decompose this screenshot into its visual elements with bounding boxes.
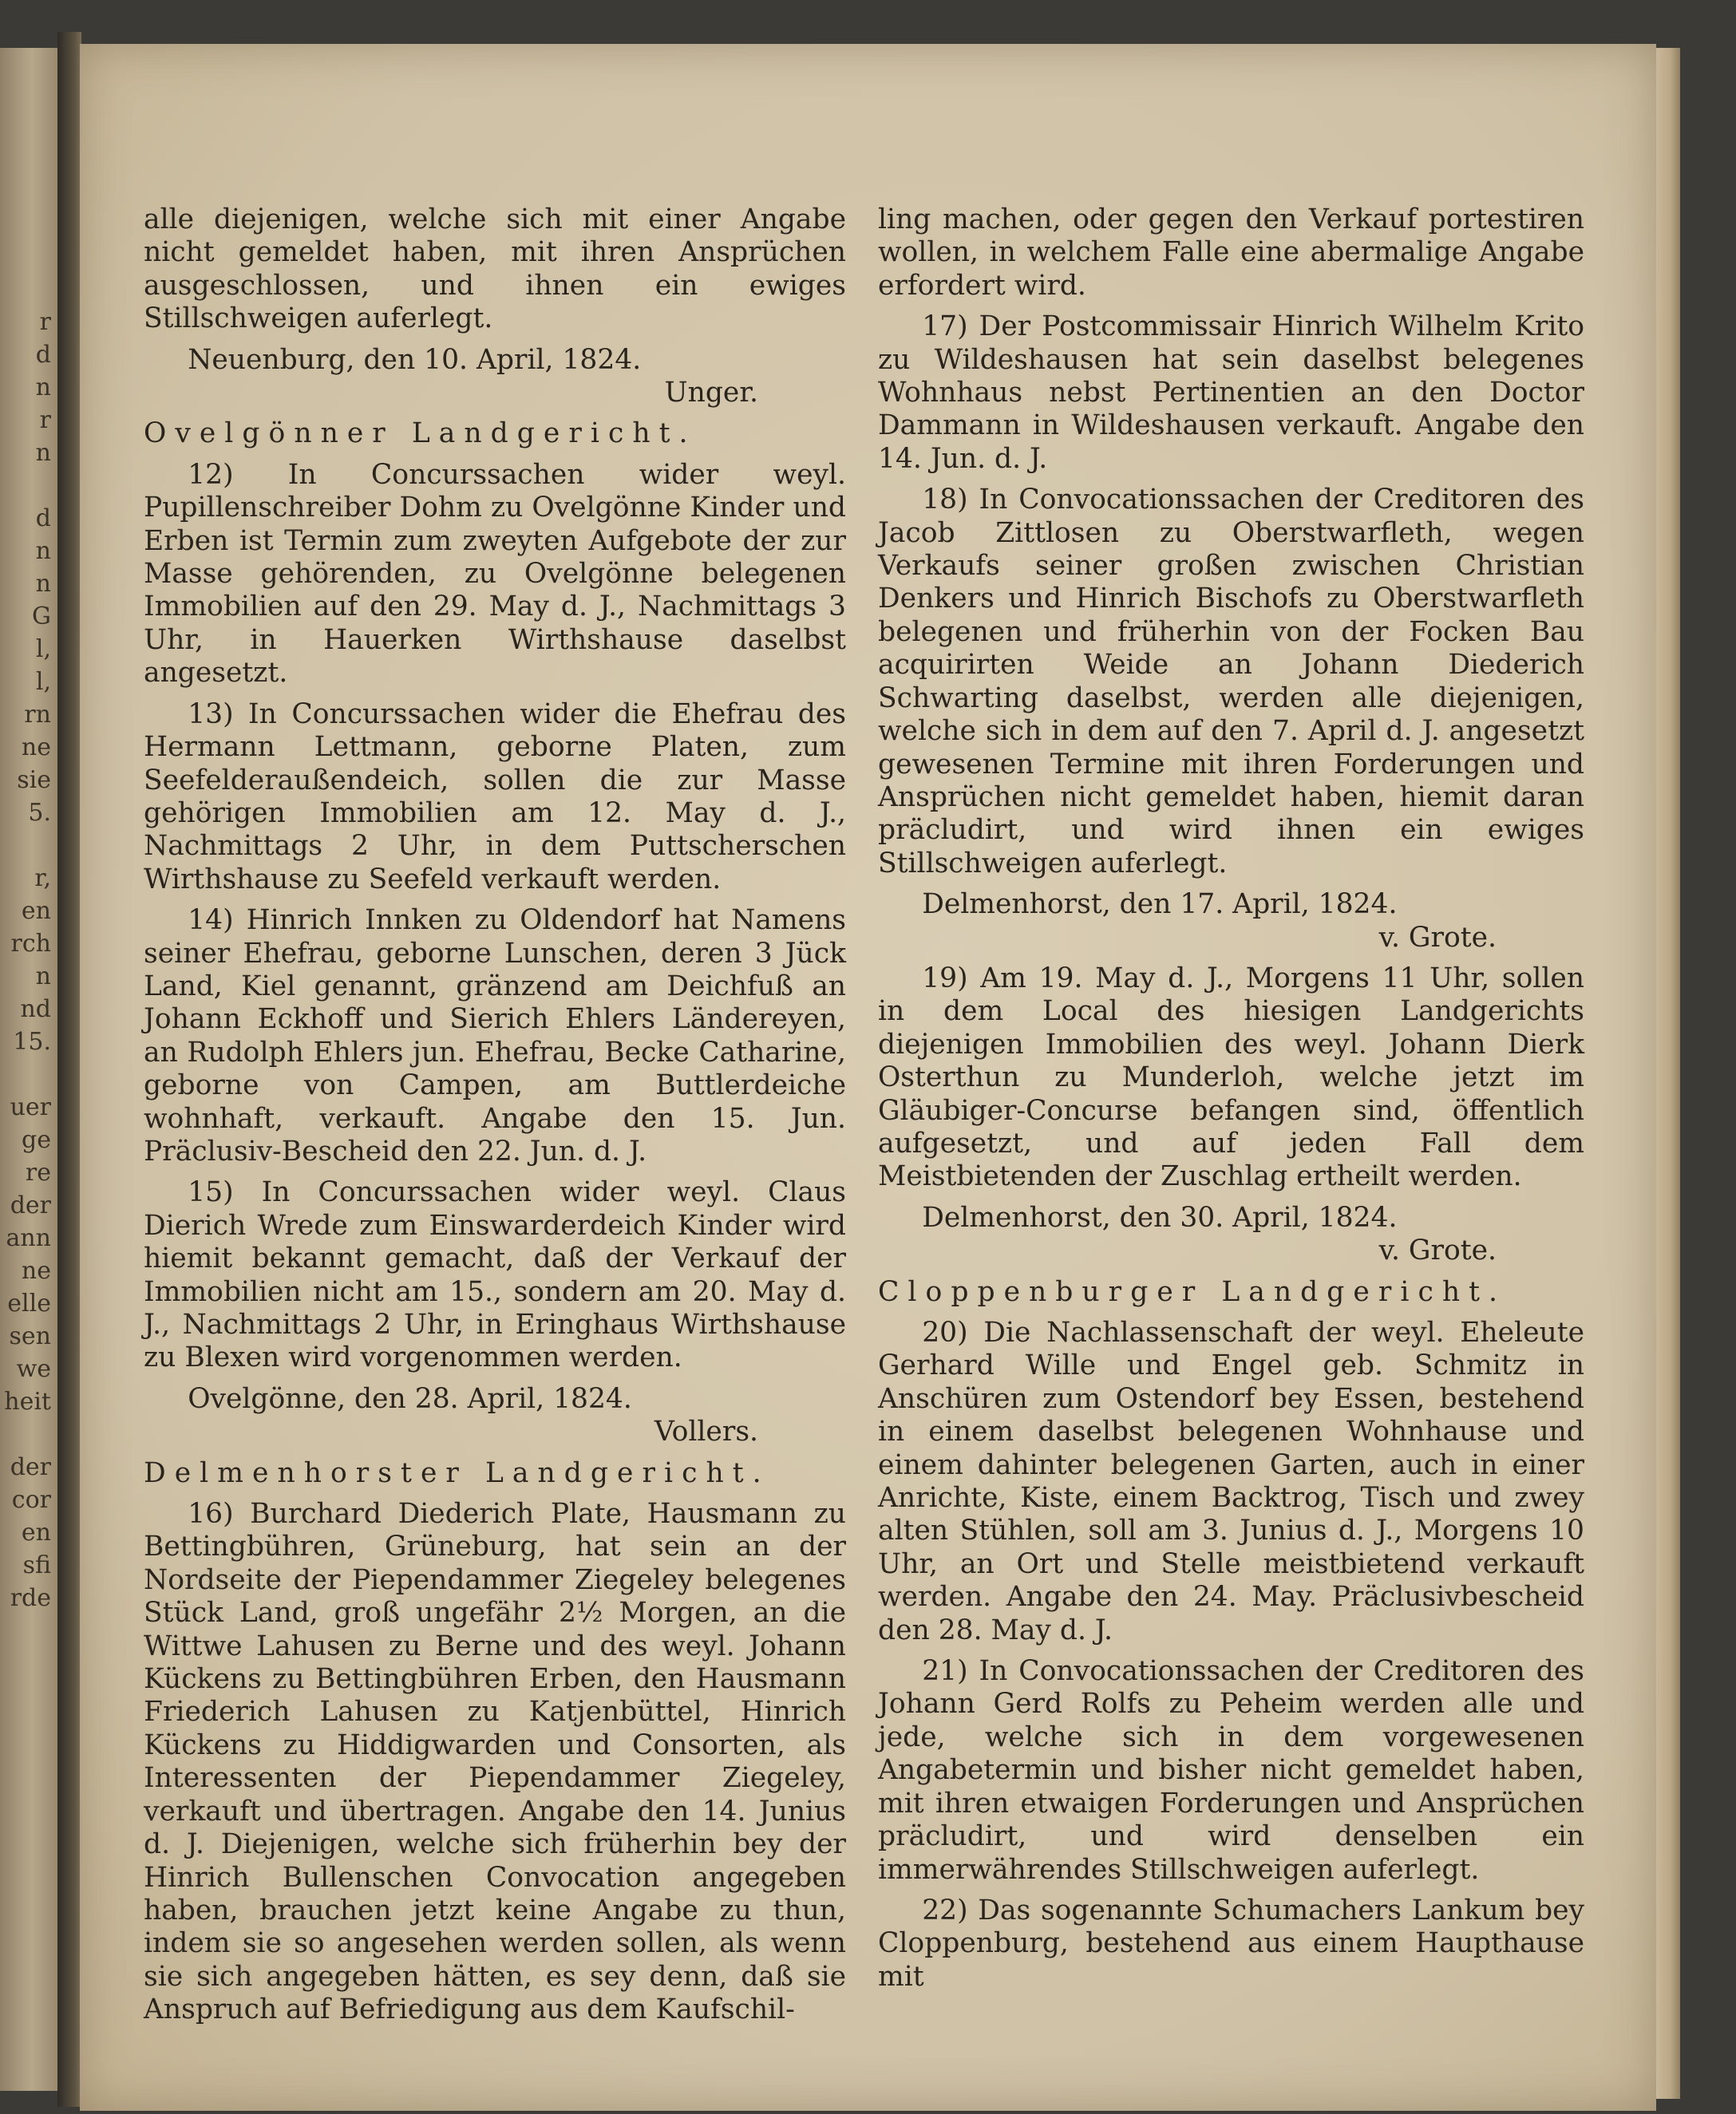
section-heading-delmenhorst: Delmenhorster Landgericht. [144,1456,770,1489]
notice-22: 22) Das sogenannte Schumachers Lankum bey Cloppenburg, bestehend aus einem Haupthause mit [878,1894,1584,1993]
notice-12: 12) In Concurssachen wider weyl. Pupillenschreiber Dohm zu Ovelgönne Kinder und Erben ist Termin zum zweyten Aufgebote der zur Masse gehörenden, zu Ovelgönne belegenen Immobilien auf den 29. May d. J., Nachmittags 3 Uhr, in Hauerken Wirthshause daselbst angesetzt. [144,458,846,690]
previous-page-text-fragments: r d n r n d n n G l, l, rn ne sie 5. r, en rch n nd 15. uer ge re der ann ne elle sen we heit der cor en sfi rde [4,308,51,1612]
notice-18: 18) In Convocationssachen der Creditoren des Jacob Zittlosen zu Oberstwarfleth, wegen Verkaufs seiner großen zwischen Christian Denkers und Hinrich Bischofs zu Oberstwarfleth belegenen und früherhin von der Focken Bau acquirirten Weide an Johann Diederich Schwarting daselbst, werden alle diejenigen, welche sich in dem auf den 7. April d. J. angesetzt gewesenen Termine mit ihren Forderungen und Ansprüchen nicht gemeldet haben, hiemit daran präcludirt, und wird ihnen ein ewiges Stillschweigen auferlegt. [878,484,1584,879]
notice-18-signature: v. Grote. [1378,921,1497,954]
notice-19-place-date: Delmenhorst, den 30. April, 1824. [922,1201,1398,1234]
notice-15-signature: Vollers. [654,1416,758,1448]
notice-19: 19) Am 19. May d. J., Morgens 11 Uhr, sollen in dem Local des hiesigen Landgerichts diejenigen Immobilien des weyl. Johann Dierk Osterthun zu Munderloh, welche jetzt im Gläubiger-Concurse befangen sind, öffentlich aufgesetzt, und auf jeden Fall dem Meistbietenden der Zuschlag ertheilt werden. [878,962,1584,1193]
section-heading-cloppenburg: Cloppenburger Landgericht. [878,1275,1506,1308]
notice-18-place-date: Delmenhorst, den 17. April, 1824. [922,888,1398,921]
notice-15: 15) In Concurssachen wider weyl. Claus Dierich Wrede zum Einswarderdeich Kinder wird hiemit bekannt gemacht, daß der Verkauf der Immobilien nicht am 15., sondern am 20. May d. J., Nachmittags 2 Uhr, in Eringhaus Wirthshause zu Blexen wird vorgenommen werden. [144,1176,846,1374]
notice-11-signature: Unger. [664,377,758,409]
notice-14: 14) Hinrich Innken zu Oldendorf hat Namens seiner Ehefrau, geborne Lunschen, deren 3 Jück Land, Kiel genannt, gränzend am Deichfuß an Johann Eckhoff und Sierich Ehlers Ländereyen, an Rudolph Ehlers jun. Ehefrau, Becke Catharine, geborne von Campen, am Buttlerdeiche wohnhaft, verkauft. Angabe den 15. Jun. Präclusiv-Bescheid den 22. Jun. d. J. [144,904,846,1168]
notice-13: 13) In Concurssachen wider die Ehefrau des Hermann Lettmann, geborne Platen, zum Seefelderaußendeich, sollen die zur Masse gehörigen Immobilien am 12. May d. J., Nachmittags 2 Uhr, in dem Puttscherschen Wirthshause zu Seefeld verkauft werden. [144,697,846,895]
notice-19-signature: v. Grote. [1378,1235,1497,1267]
notice-16-continuation: ling machen, oder gegen den Verkauf portestiren wollen, in welchem Falle eine abermalige Angabe erfordert wird. [878,203,1584,302]
previous-page-edge [0,48,57,2091]
left-column [144,203,846,2035]
document-page [80,44,1656,2111]
notice-21: 21) In Convocationssachen der Creditoren des Johann Gerd Rolfs zu Peheim werden alle und jede, welche sich in dem vorgewesenen Angabetermin und bisher nicht gemeldet haben, mit ihren etwaigen Forderungen und Ansprüchen präcludirt, und wird denselben ein immerwährendes Stillschweigen auferlegt. [878,1655,1584,1886]
notice-17: 17) Der Postcommissair Hinrich Wilhelm Krito zu Wildeshausen hat sein daselbst belegenes Wohnhaus nebst Pertinentien an den Doctor Dammann in Wildeshausen verkauft. Angabe den 14. Jun. d. J. [878,310,1584,475]
notice-20: 20) Die Nachlassenschaft der weyl. Eheleute Gerhard Wille und Engel geb. Schmitz in Anschüren zum Ostendorf bey Essen, bestehend in einem daselbst belegenen Wohnhause und einem dahinter belegenen Garten, auch in einer Anrichte, Kiste, einem Backtrog, Tisch und zwey alten Stühlen, soll am 3. Junius d. J., Morgens 10 Uhr, an Ort und Stelle meistbietend verkauft werden. Angabe den 24. May. Präclusivbescheid den 28. May d. J. [878,1317,1584,1646]
notice-11-continuation: alle diejenigen, welche sich mit einer Angabe nicht gemeldet haben, mit ihren Ansprüchen ausgeschlossen, und ihnen ein ewiges Stillschweigen auferlegt. [144,203,846,335]
notice-11-place-date: Neuenburg, den 10. April, 1824. [188,343,642,376]
notice-16: 16) Burchard Diederich Plate, Hausmann zu Bettingbühren, Grüneburg, hat sein an der Nordseite der Piependammer Ziegeley belegenes Stück Land, groß ungefähr 2½ Morgen, an die Wittwe Lahusen zu Berne und des weyl. Johann Kückens zu Bettingbühren Erben, den Hausmann Friederich Lahusen zu Katjenbüttel, Hinrich Kückens zu Hiddigwarden und Consorten, als Interessenten der Piependammer Ziegeley, verkauft und übertragen. Angabe den 14. Junius d. J. Diejenigen, welche sich früherhin bey der Hinrich Bullenschen Convocation angegeben haben, brauchen jetzt keine Angabe zu thun, indem sie so angesehen werden sollen, als wenn sie sich angegeben hätten, es sey denn, daß sie Anspruch auf Befriedigung aus dem Kaufschil- [144,1498,846,2026]
section-heading-ovelgoenne: Ovelgönner Landgericht. [144,417,697,450]
page-edge-right [1656,48,1680,2099]
book-gutter [57,32,81,2107]
right-column [878,203,1584,2001]
notice-15-place-date: Ovelgönne, den 28. April, 1824. [188,1382,632,1415]
